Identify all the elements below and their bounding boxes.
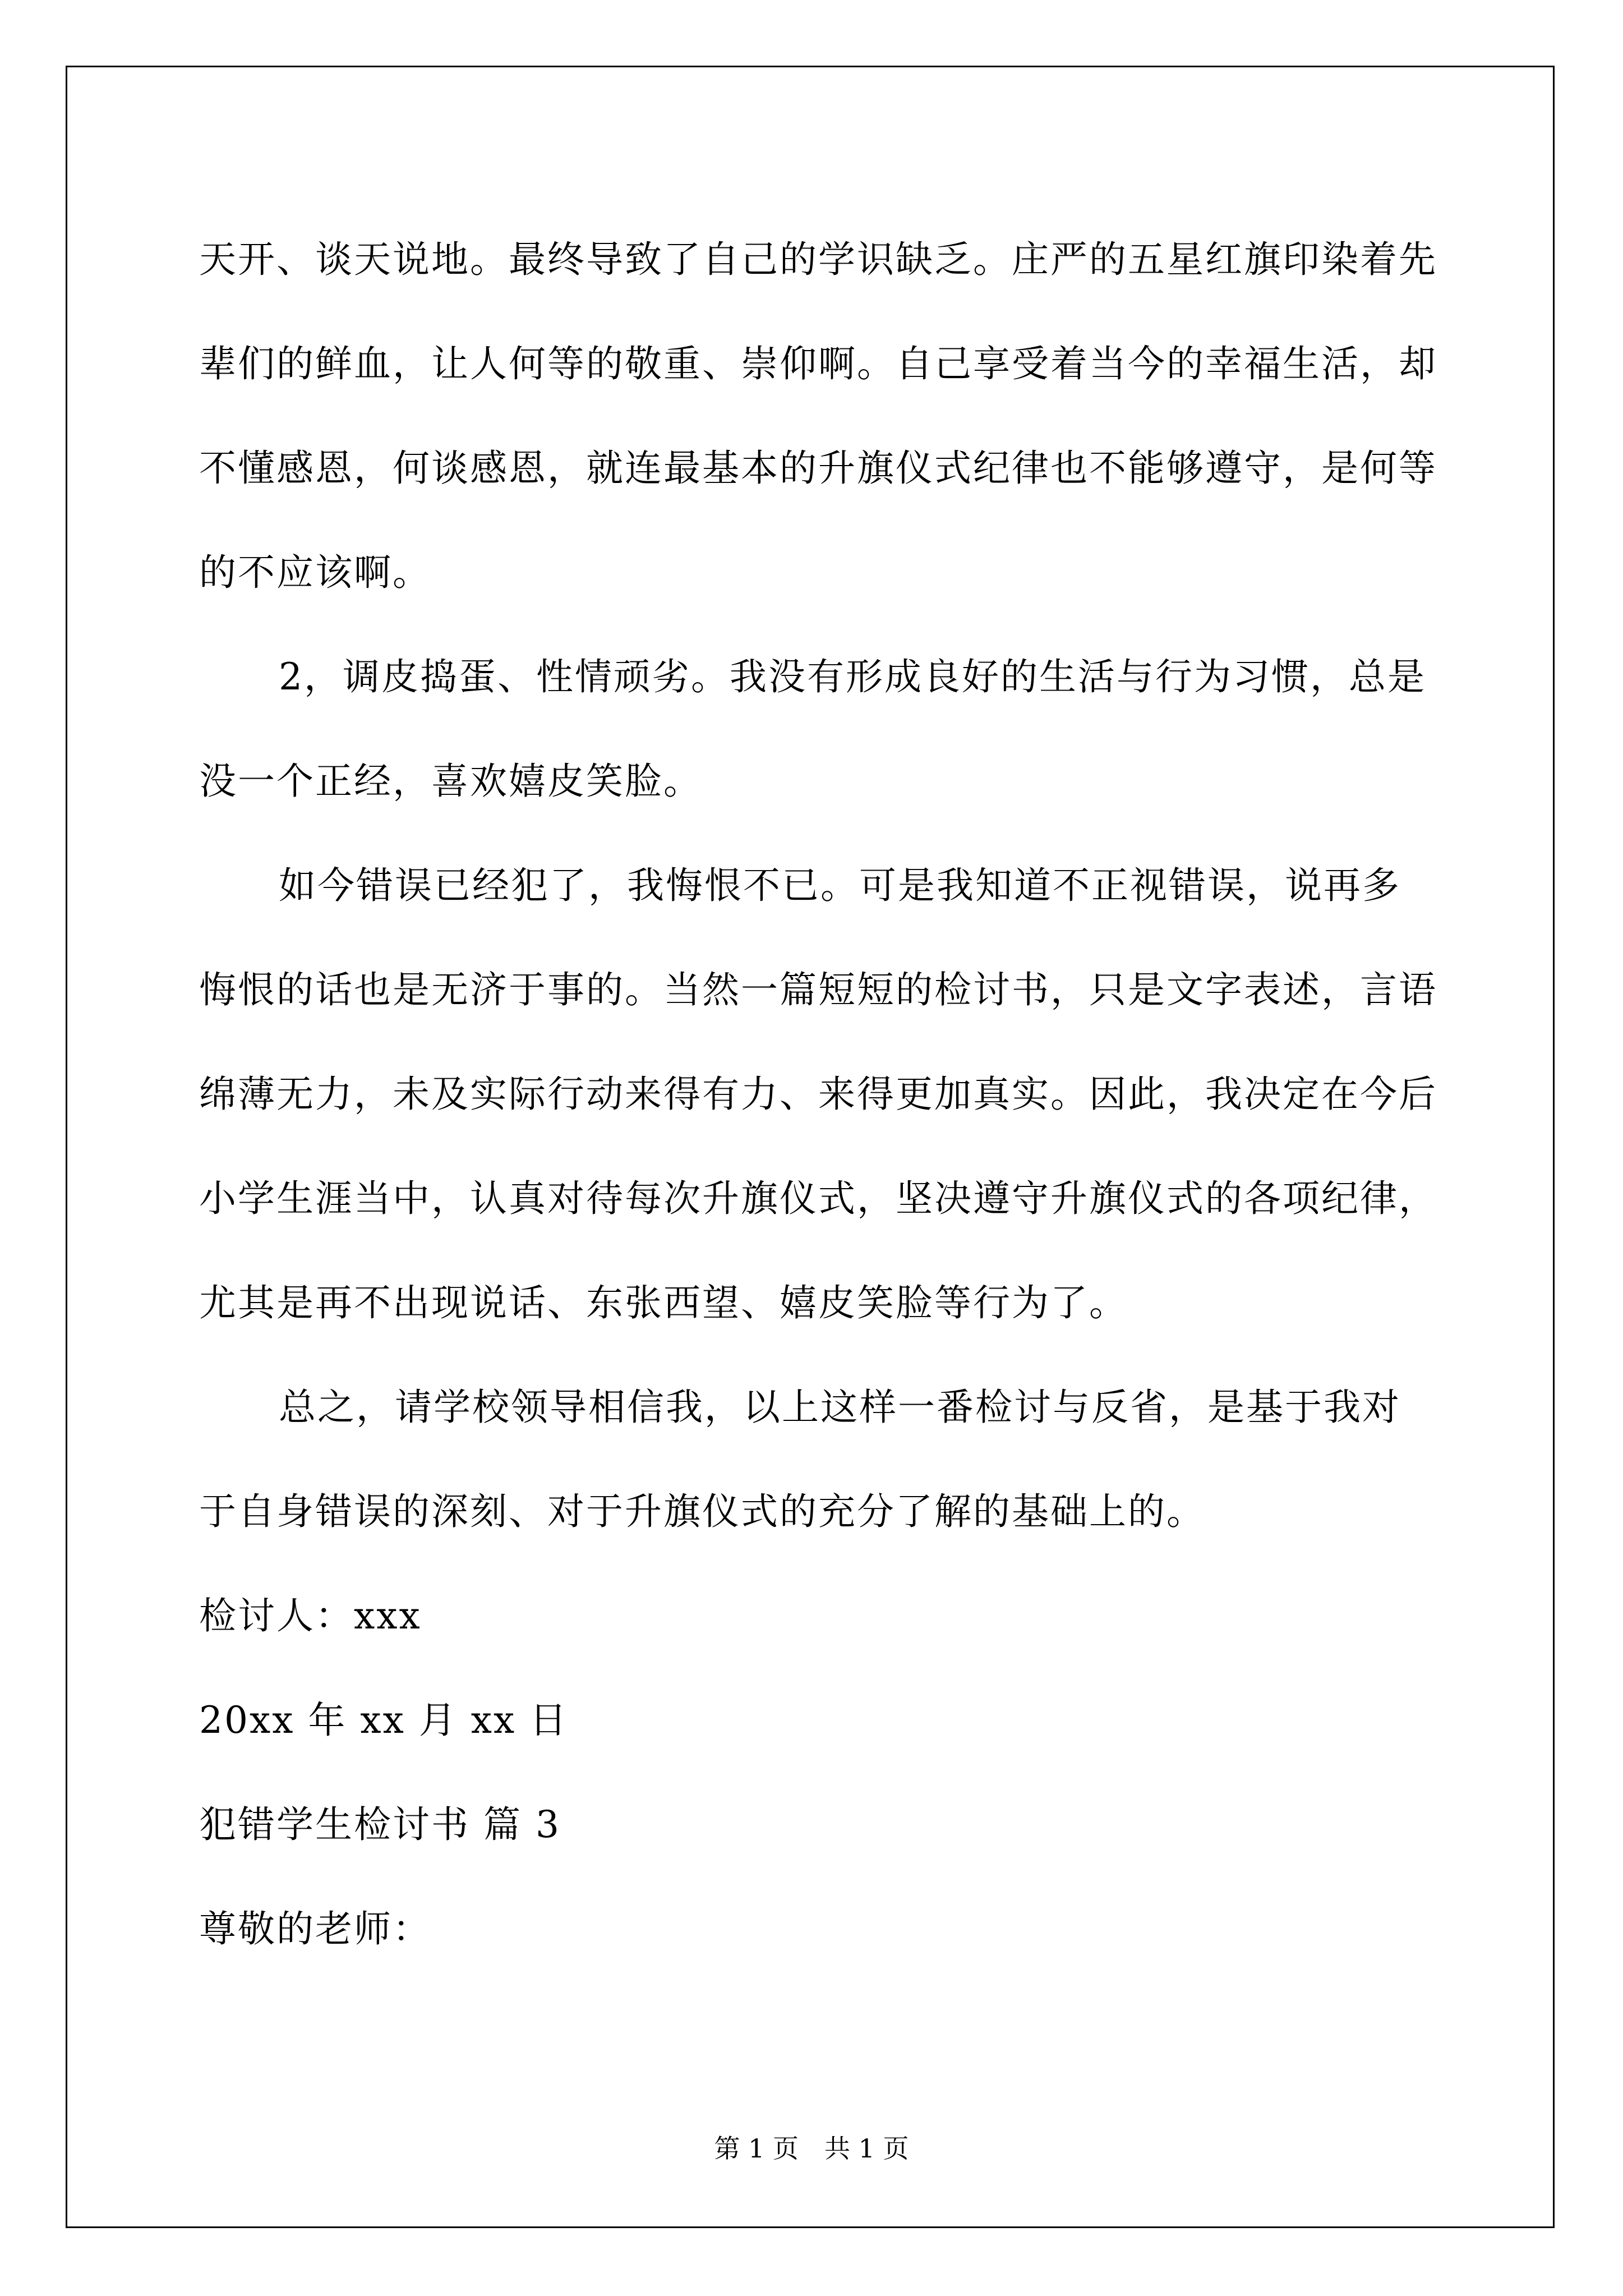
page-number: 第 1 页	[714, 2133, 799, 2164]
salutation-line: 尊敬的老师：	[199, 1907, 431, 1950]
paragraph-1: 天开、谈天说地。最终导致了自己的学识缺乏。庄严的五星红旗印染着先辈们的鲜血，让人何等的敬重、崇仰啊。自己享受着当今的幸福生活，却不懂感恩，何谈感恩，就连最基本的升旗仪式纪律也不能够遵守，是何等的不应该啊。	[199, 238, 1437, 594]
page-total: 共 1 页	[824, 2133, 909, 2164]
section-heading: 犯错学生检讨书 篇 3	[199, 1803, 561, 1846]
reviewer-line: 检讨人：xxx	[199, 1594, 422, 1637]
date-line: 20xx 年 xx 月 xx 日	[199, 1699, 569, 1742]
document-body	[199, 208, 1438, 1981]
page-footer	[0, 2132, 1623, 2165]
paragraph-3: 如今错误已经犯了，我悔恨不已。可是我知道不正视错误，说再多悔恨的话也是无济于事的。当然一篇短短的检讨书，只是文字表述，言语绵薄无力，未及实际行动来得有力、来得更加真实。因此，我决定在今后小学生涯当中，认真对待每次升旗仪式，坚决遵守升旗仪式的各项纪律，尤其是再不出现说话、东张西望、嬉皮笑脸等行为了。	[199, 864, 1437, 1324]
paragraph-4: 总之，请学校领导相信我，以上这样一番检讨与反省，是基于我对于自身错误的深刻、对于升旗仪式的充分了解的基础上的。	[199, 1386, 1401, 1533]
paragraph-2: 2，调皮捣蛋、性情顽劣。我没有形成良好的生活与行为习惯，总是没一个正经，喜欢嬉皮笑脸。	[199, 655, 1426, 803]
